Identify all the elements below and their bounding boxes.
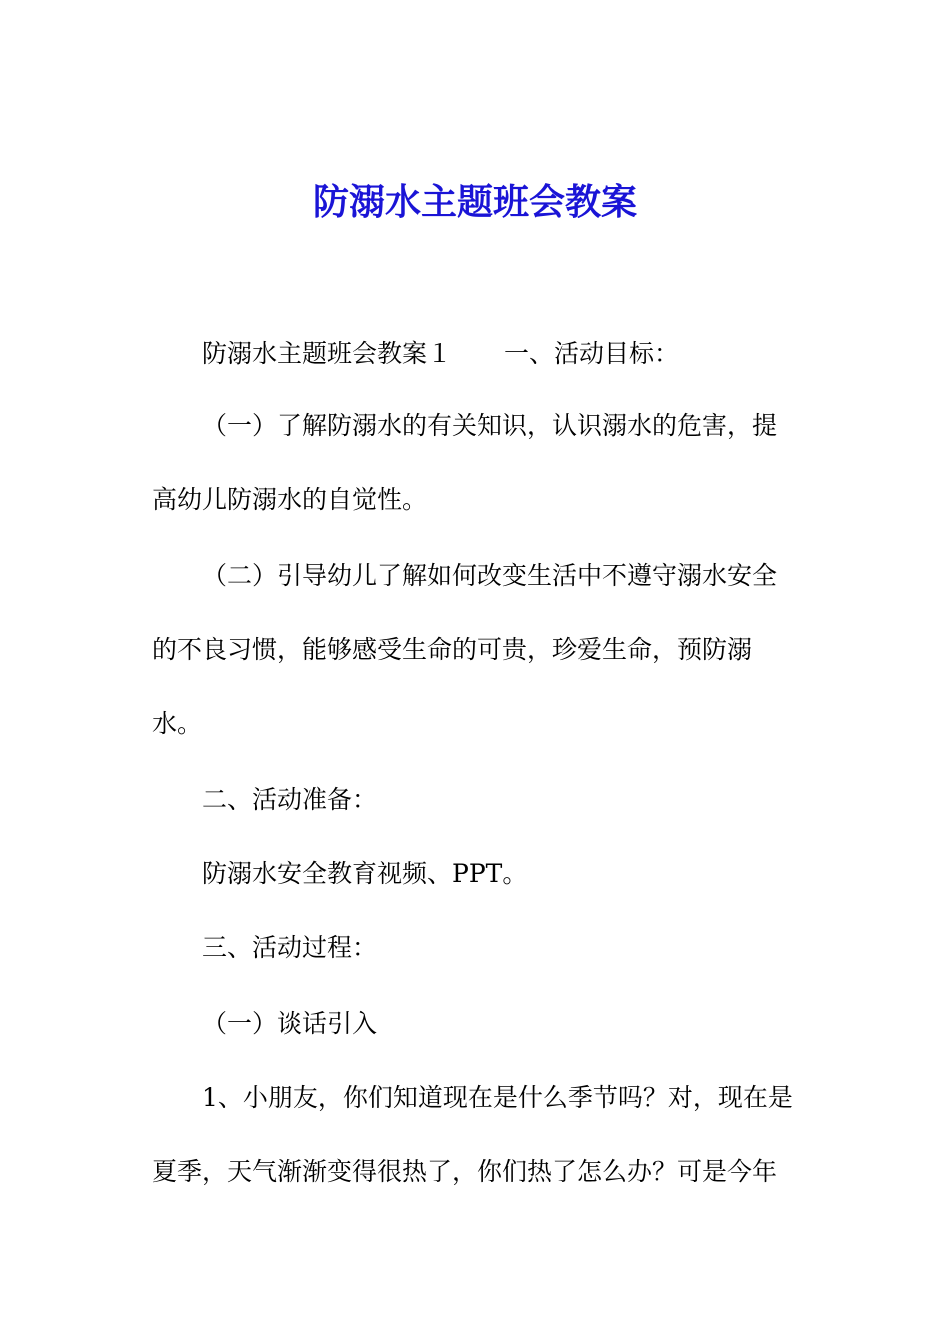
section-one-heading: 一、活动目标： — [504, 339, 680, 368]
paragraph-line-11: 1、小朋友，你们知道现在是什么季节吗？对，现在是 — [202, 1083, 793, 1112]
paragraph-line-3: 高幼儿防溺水的自觉性。 — [152, 485, 428, 514]
paragraph-line-12: 夏季，天气渐渐变得很热了，你们热了怎么办？可是今年 — [152, 1157, 778, 1186]
paragraph-line-2: （一）了解防溺水的有关知识，认识溺水的危害，提 — [202, 411, 778, 440]
paragraph-line-4: （二）引导幼儿了解如何改变生活中不遵守溺水安全 — [202, 561, 778, 590]
subsection-heading: （一）谈话引入 — [202, 1009, 378, 1038]
lesson-plan-heading: 防溺水主题班会教案１ — [202, 339, 453, 368]
paragraph-line-8: 防溺水安全教育视频、PPT。 — [202, 859, 528, 888]
section-three-heading: 三、活动过程： — [202, 933, 378, 962]
section-two-heading: 二、活动准备： — [202, 785, 378, 814]
paragraph-line-5: 的不良习惯，能够感受生命的可贵，珍爱生命，预防溺 — [152, 635, 753, 664]
document-title: 防溺水主题班会教案 — [312, 181, 637, 223]
paragraph-line-1 — [202, 336, 679, 372]
paragraph-line-6: 水。 — [152, 709, 203, 738]
